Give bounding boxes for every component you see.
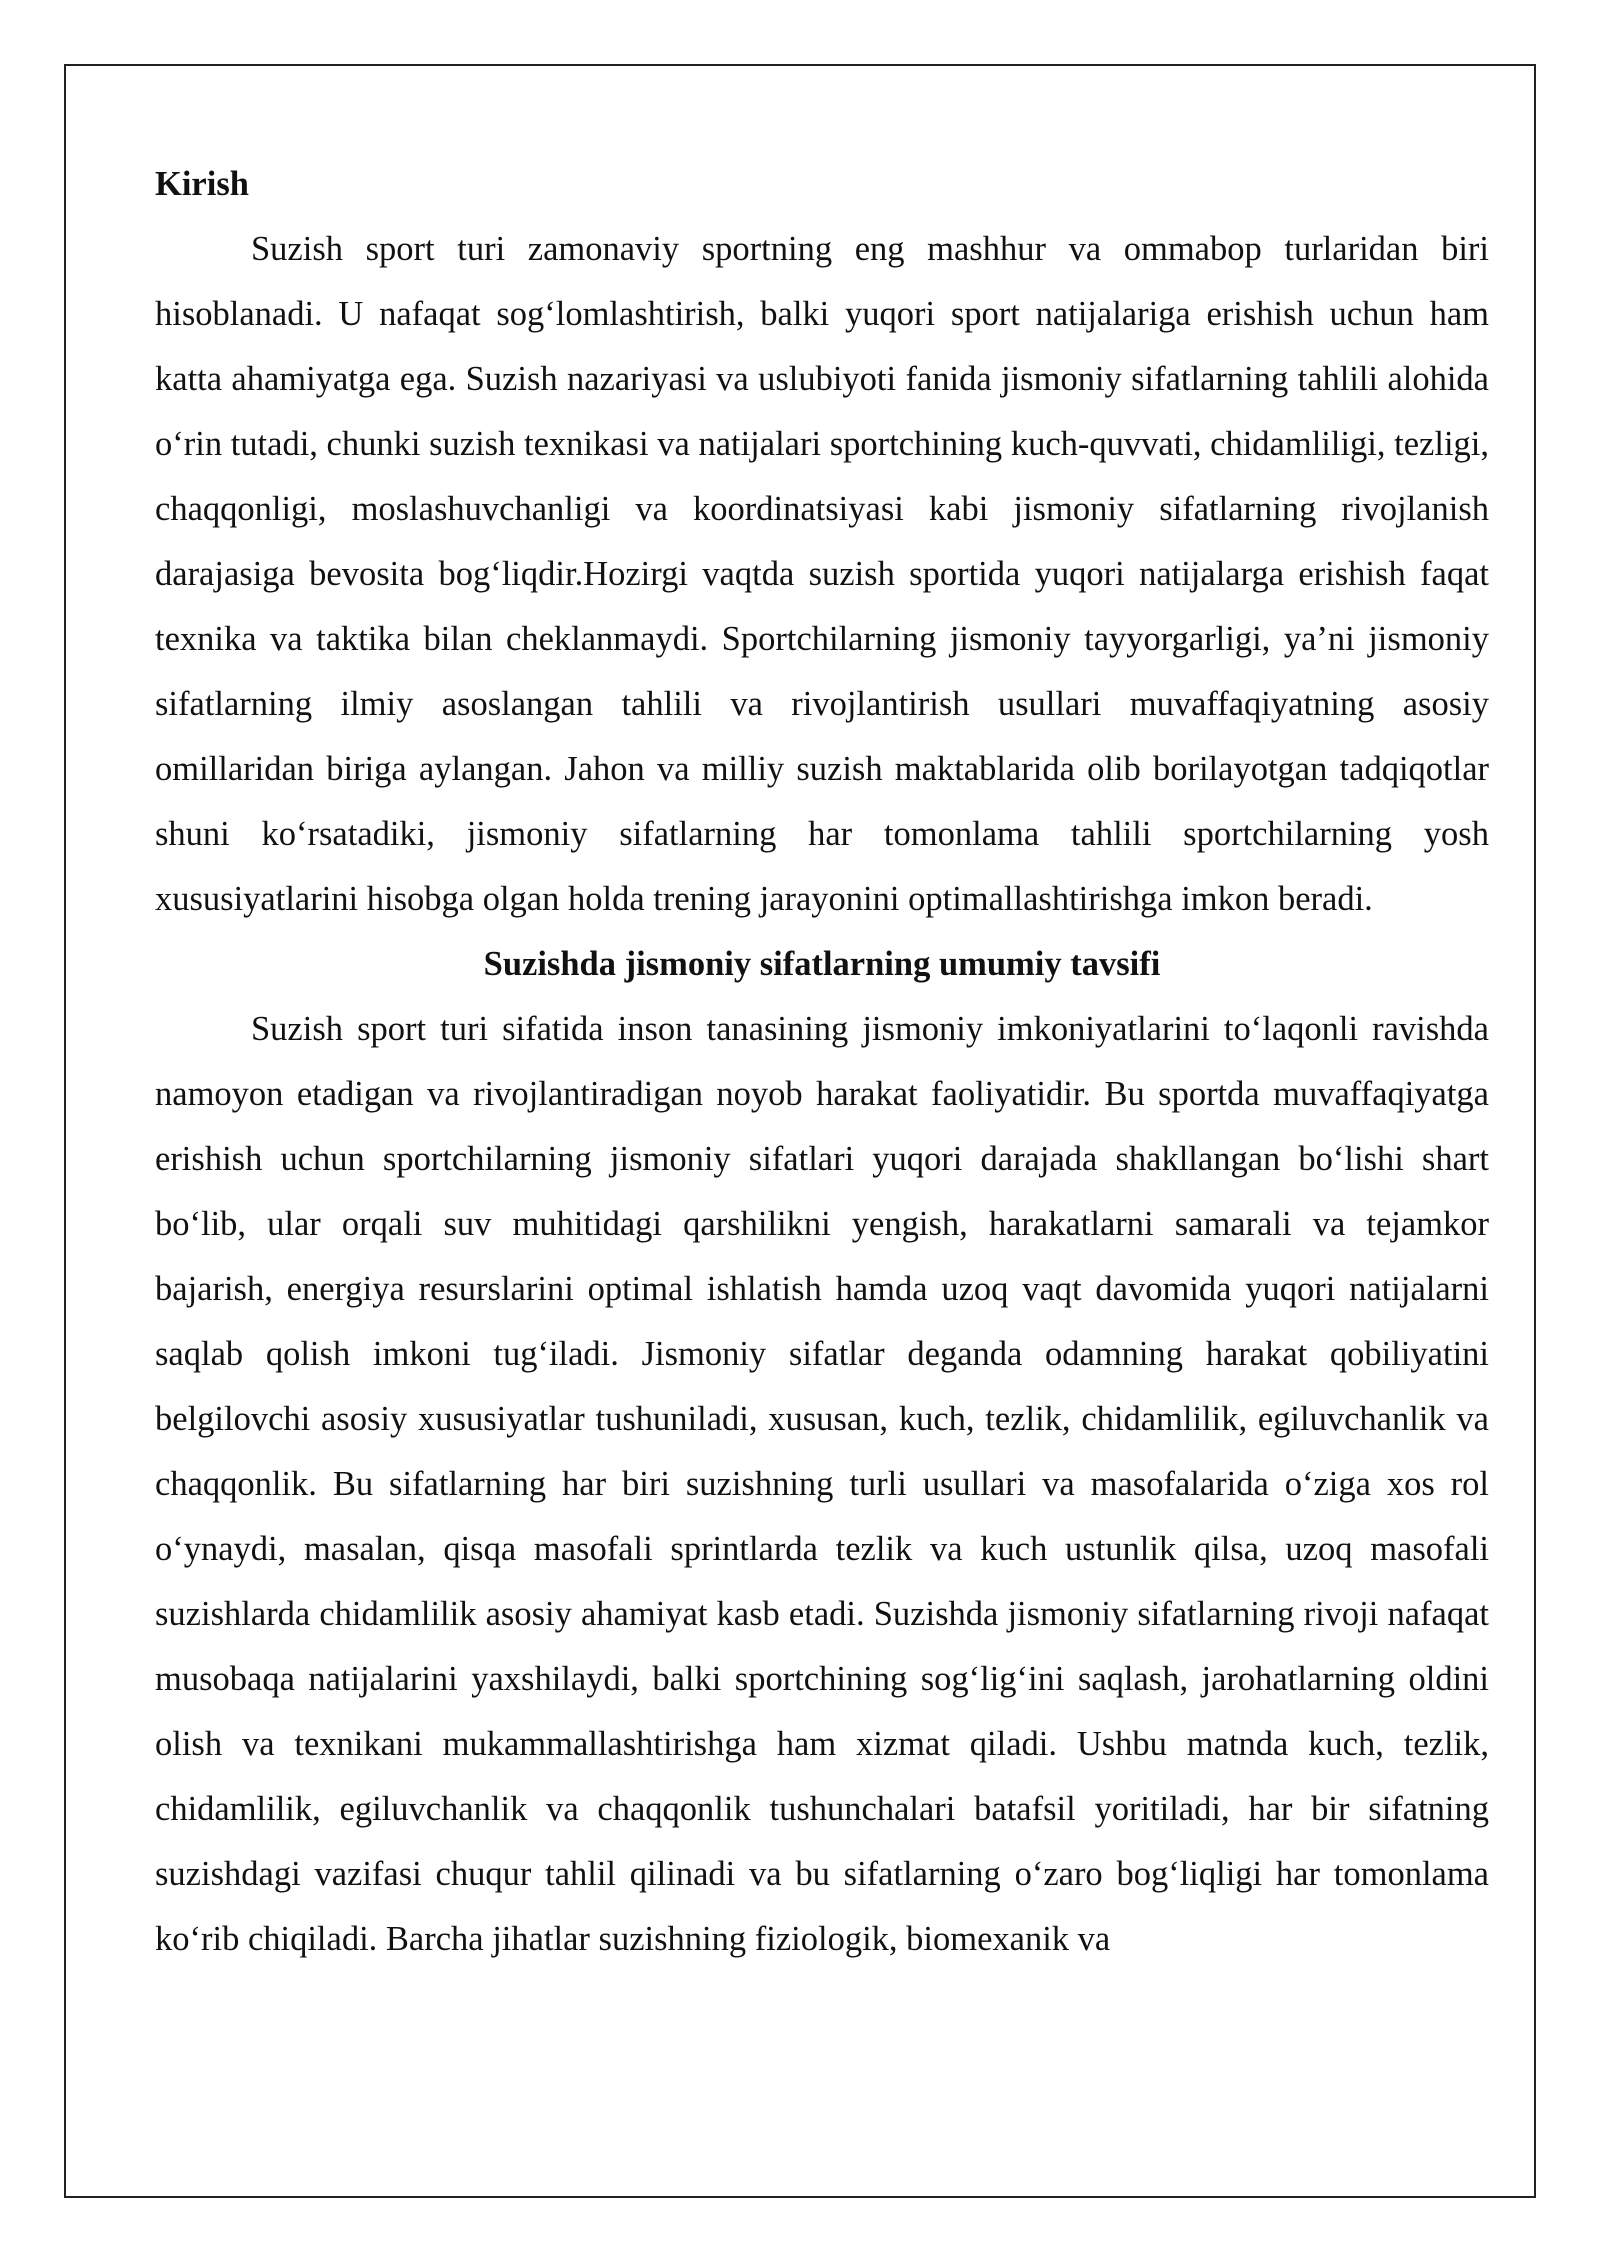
- intro-paragraph: Suzish sport turi zamonaviy sportning eng mashhur va ommabop turlaridan biri hisoblanadi. U nafaqat sog‘lomlashtirish, balki yuqori sport natijalariga erishish uchun ham katta ahamiyatga ega. Suzish nazariyasi va uslubiyoti fanida jismoniy sifatlarning tahlili alohida o‘rin tutadi, chunki suzish texnikasi va natijalari sportchining kuch-quvvati, chidamliligi, tezligi, chaqqonligi, moslashuvchanligi va koordinatsiyasi kabi jismoniy sifatlarning rivojlanish darajasiga bevosita bog‘liqdir.Hozirgi vaqtda suzish sportida yuqori natijalarga erishish faqat texnika va taktika bilan cheklanmaydi. Sportchilarning jismoniy tayyorgarligi, ya’ni jismoniy sifatlarning ilmiy asoslangan tahlili va rivojlantirish usullari muvaffaqiyatning asosiy omillaridan biriga aylangan. Jahon va milliy suzish maktablarida olib borilayotgan tadqiqotlar shuni ko‘rsatadiki, jismoniy sifatlarning har tomonlama tahlili sportchilarning yosh xususiyatlarini hisobga olgan holda trening jarayonini optimallashtirishga imkon beradi.: [155, 230, 1489, 918]
- section-paragraph: Suzish sport turi sifatida inson tanasining jismoniy imkoniyatlarini to‘laqonli ravishda namoyon etadigan va rivojlantiradigan noyob harakat faoliyatidir. Bu sportda muvaffaqiyatga erishish uchun sportchilarning jismoniy sifatlari yuqori darajada shakllangan bo‘lishi shart bo‘lib, ular orqali suv muhitidagi qarshilikni yengish, harakatlarni samarali va tejamkor bajarish, energiya resurslarini optimal ishlatish hamda uzoq vaqt davomida yuqori natijalarni saqlab qolish imkoni tug‘iladi. Jismoniy sifatlar deganda odamning harakat qobiliyatini belgilovchi asosiy xususiyatlar tushuniladi, xususan, kuch, tezlik, chidamlilik, egiluvchanlik va chaqqonlik. Bu sifatlarning har biri suzishning turli usullari va masofalarida o‘ziga xos rol o‘ynaydi, masalan, qisqa masofali sprintlarda tezlik va kuch ustunlik qilsa, uzoq masofali suzishlarda chidamlilik asosiy ahamiyat kasb etadi. Suzishda jismoniy sifatlarning rivoji nafaqat musobaqa natijalarini yaxshilaydi, balki sportchining sog‘lig‘ini saqlash, jarohatlarning oldini olish va texnikani mukammallashtirishga ham xizmat qiladi. Ushbu matnda kuch, tezlik, chidamlilik, egiluvchanlik va chaqqonlik tushunchalari batafsil yoritiladi, har bir sifatning suzishdagi vazifasi chuqur tahlil qilinadi va bu sifatlarning o‘zaro bog‘liqligi har tomonlama ko‘rib chiqiladi. Barcha jihatlar suzishning fiziologik, biomexanik va: [155, 1010, 1489, 1958]
- intro-heading: Kirish: [155, 165, 249, 203]
- document-body: [155, 152, 1489, 1972]
- section-heading: Suzishda jismoniy sifatlarning umumiy tavsifi: [483, 945, 1161, 983]
- document-page: [64, 64, 1536, 2198]
